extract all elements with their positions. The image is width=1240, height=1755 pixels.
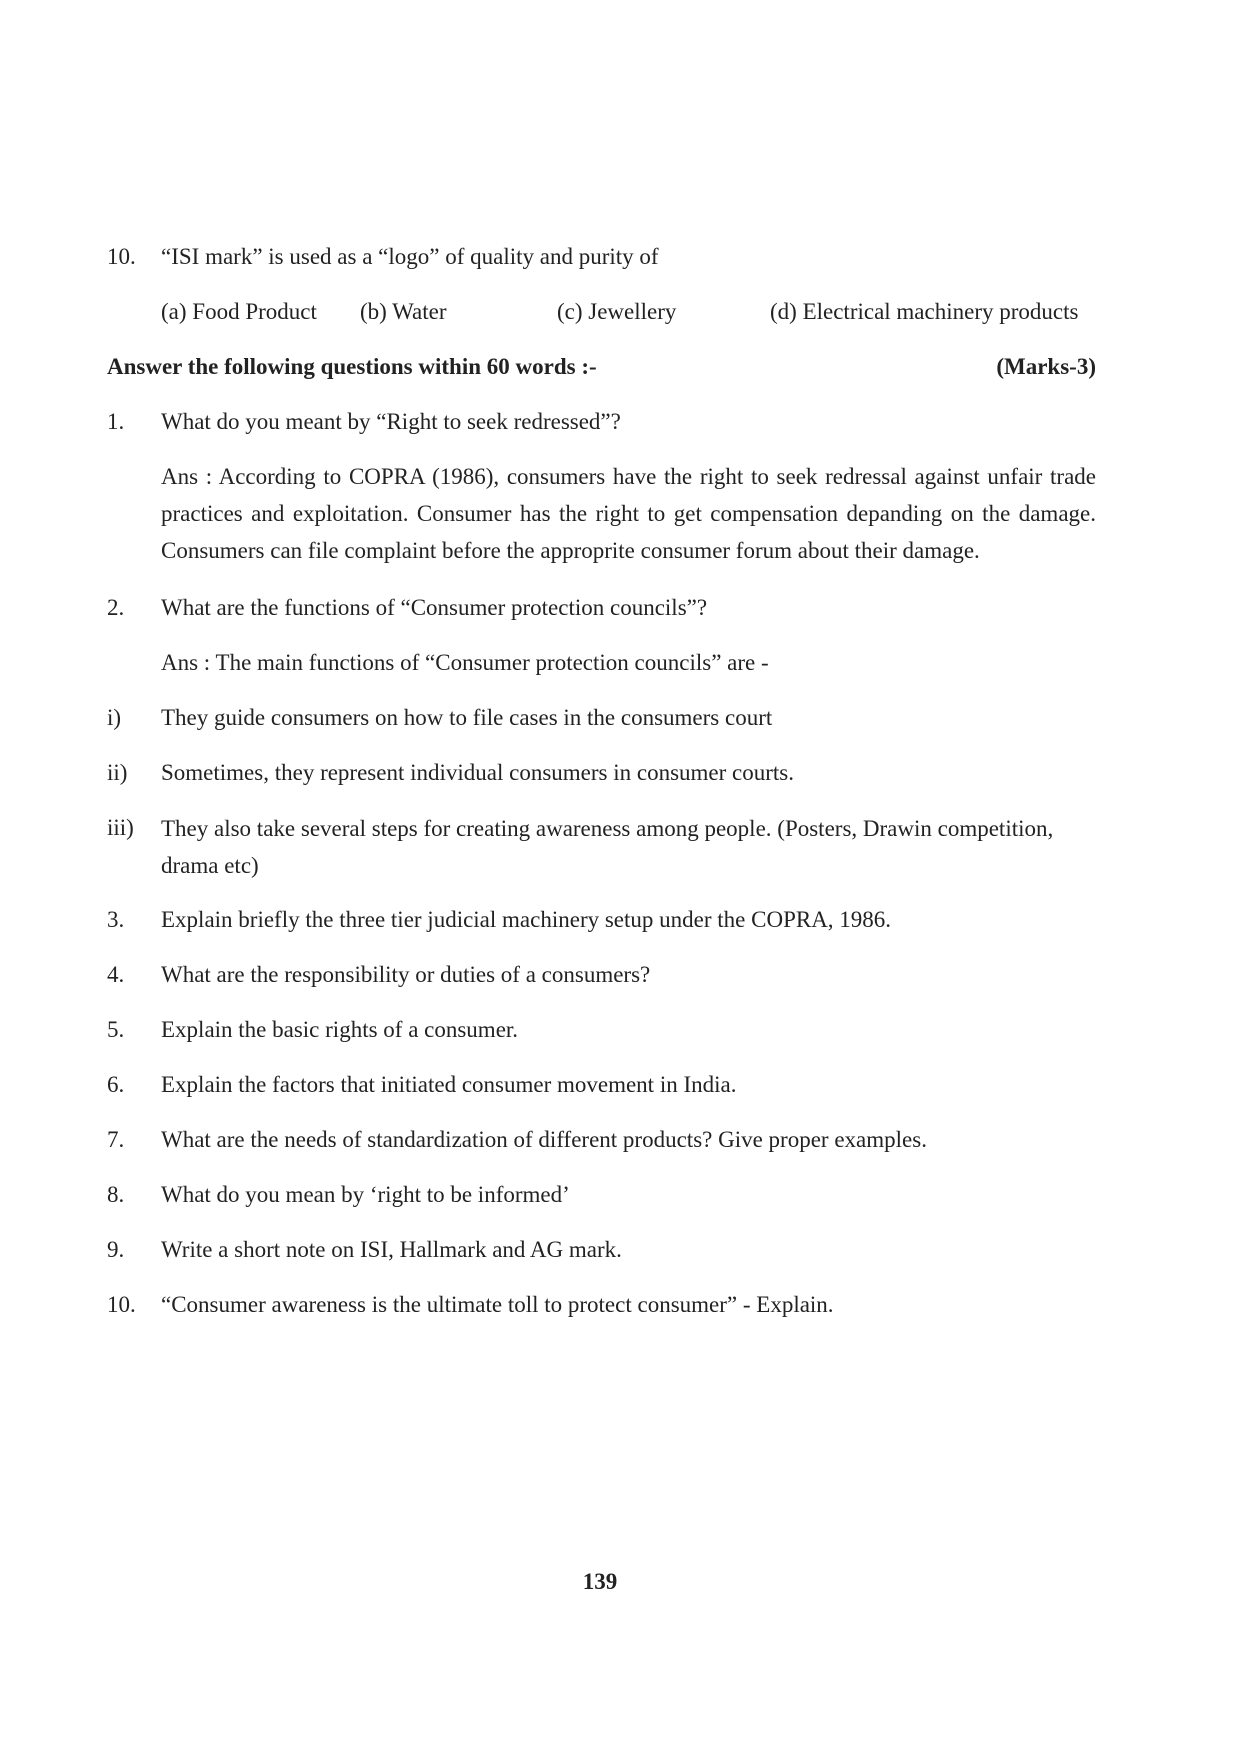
question-number: 1. xyxy=(107,409,125,434)
question-text: What are the responsibility or duties of a consumers? xyxy=(161,962,651,987)
function-text: Sometimes, they represent individual consumers in consumer courts. xyxy=(161,760,795,785)
question-number: 6. xyxy=(107,1072,125,1097)
mcq-question-text: “ISI mark” is used as a “logo” of quality and purity of xyxy=(161,244,659,269)
question-text: What are the needs of standardization of different products? Give proper examples. xyxy=(161,1127,927,1152)
function-text: They guide consumers on how to file cases in the consumers court xyxy=(161,705,773,730)
question-number: 4. xyxy=(107,962,125,987)
question-number: 10. xyxy=(107,1292,136,1317)
answer-text: Ans : The main functions of “Consumer protection councils” are - xyxy=(161,650,769,675)
question-number: 2. xyxy=(107,595,125,620)
mcq-number: 10. xyxy=(107,244,136,269)
question-text: What do you mean by ‘right to be informed’ xyxy=(161,1182,570,1207)
question-number: 7. xyxy=(107,1127,125,1152)
mcq-option-a: (a) Food Product xyxy=(161,299,317,324)
function-marker: ii) xyxy=(107,760,128,785)
function-marker: i) xyxy=(107,705,122,730)
question-text: “Consumer awareness is the ultimate toll to protect consumer” - Explain. xyxy=(161,1292,834,1317)
section-heading-text: Answer the following questions within 60 words :- xyxy=(107,354,597,379)
mcq-option-c: (c) Jewellery xyxy=(557,299,677,324)
page-number: 139 xyxy=(582,1569,618,1594)
question-number: 5. xyxy=(107,1017,125,1042)
function-text: They also take several steps for creating awareness among people. (Posters, Drawin competition, drama etc) xyxy=(161,816,1054,878)
question-number: 8. xyxy=(107,1182,125,1207)
function-marker: iii) xyxy=(107,815,134,840)
mcq-option-b: (b) Water xyxy=(360,299,447,324)
answer-text: Ans : According to COPRA (1986), consumers have the right to seek redressal against unfair trade practices and exploitation. Consumer has the right to get compensation depanding on the damage. Consumers can file complaint before the approprite consumer forum about their damage. xyxy=(161,464,1096,563)
question-text: What do you meant by “Right to seek redressed”? xyxy=(161,409,621,434)
question-text: Explain the factors that initiated consumer movement in India. xyxy=(161,1072,737,1097)
question-text: Explain the basic rights of a consumer. xyxy=(161,1017,519,1042)
mcq-option-d: (d) Electrical machinery products xyxy=(770,299,1079,324)
question-text: Explain briefly the three tier judicial machinery setup under the COPRA, 1986. xyxy=(161,907,892,932)
section-marks: (Marks-3) xyxy=(996,354,1096,379)
question-number: 3. xyxy=(107,907,125,932)
question-text: What are the functions of “Consumer protection councils”? xyxy=(161,595,708,620)
question-number: 9. xyxy=(107,1237,125,1262)
question-text: Write a short note on ISI, Hallmark and AG mark. xyxy=(161,1237,622,1262)
